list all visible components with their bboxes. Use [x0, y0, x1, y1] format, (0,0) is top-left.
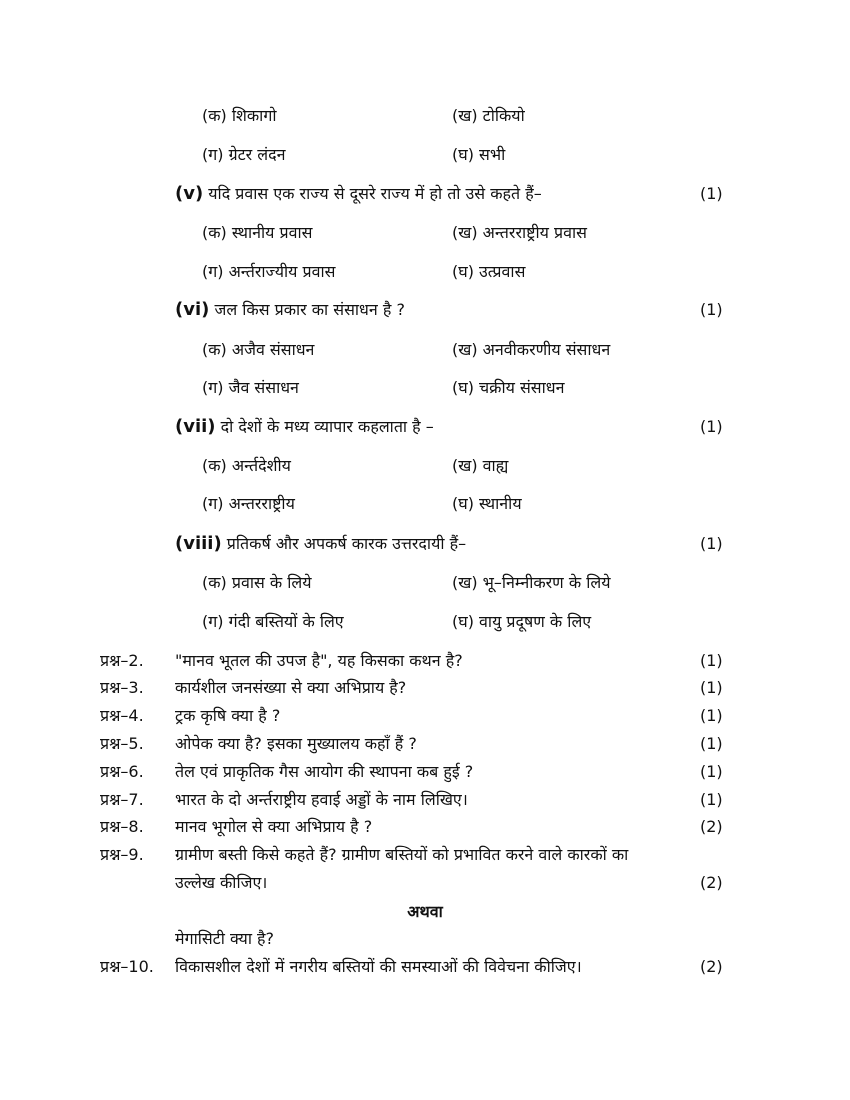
question-text: विकासशील देशों में नगरीय बस्तियों की समस्याओं की विवेचना कीजिए।: [175, 957, 582, 976]
option-ka: (क) अजैव संसाधन: [202, 340, 315, 359]
marks: (1): [700, 678, 723, 697]
question-text: तेल एवं प्राकृतिक गैस आयोग की स्थापना कब हुई ?: [175, 762, 474, 781]
question-label: प्रश्न–7.: [100, 790, 144, 809]
question-label: प्रश्न–8.: [100, 817, 144, 836]
marks: (2): [700, 817, 723, 836]
question-text: मानव भूगोल से क्या अभिप्राय है ?: [175, 817, 373, 836]
marks: (1): [700, 300, 723, 319]
marks: (2): [700, 957, 723, 976]
question-label: प्रश्न–10.: [100, 957, 154, 976]
question-text: प्रतिकर्ष और अपकर्ष कारक उत्तरदायी हैं–: [226, 534, 467, 553]
option-kha: (ख) अन्तरराष्ट्रीय प्रवास: [452, 223, 587, 242]
question-label: प्रश्न–9.: [100, 845, 144, 864]
marks: (1): [700, 417, 723, 436]
question-text: जल किस प्रकार का संसाधन है ?: [214, 300, 405, 319]
option-gha: (घ) उत्प्रवास: [452, 262, 526, 281]
marks: (1): [700, 762, 723, 781]
option-kha: (ख) अनवीकरणीय संसाधन: [452, 340, 611, 359]
marks: (1): [700, 734, 723, 753]
question-label: प्रश्न–2.: [100, 651, 144, 670]
question-label: प्रश्न–4.: [100, 706, 144, 725]
option-kha: (ख) वाह्य: [452, 456, 509, 475]
question-text: यदि प्रवास एक राज्य से दूसरे राज्य में हो तो उसे कहते हैं–: [208, 184, 542, 203]
marks: (1): [700, 534, 723, 553]
option-ga: (ग) ग्रेटर लंदन: [202, 145, 286, 164]
question-vii: [175, 417, 434, 437]
option-ga: (ग) अर्न्तराज्यीय प्रवास: [202, 262, 336, 281]
question-text-line2: उल्लेख कीजिए।: [175, 873, 268, 892]
question-text: ओपेक क्या है? इसका मुख्यालय कहाँ हैं ?: [175, 734, 417, 753]
option-ga: (ग) जैव संसाधन: [202, 378, 299, 397]
question-vi: [175, 300, 405, 320]
marks: (1): [700, 651, 723, 670]
option-ga: (ग) गंदी बस्तियों के लिए: [202, 612, 344, 631]
question-text: दो देशों के मध्य व्यापार कहलाता है –: [220, 417, 434, 436]
question-label: प्रश्न–3.: [100, 678, 144, 697]
marks: (2): [700, 873, 723, 892]
question-number: (vii): [175, 416, 216, 437]
option-ka: (क) प्रवास के लिये: [202, 573, 312, 592]
question-text: भारत के दो अर्न्तराष्ट्रीय हवाई अड्डों के नाम लिखिए।: [175, 790, 468, 809]
question-text: "मानव भूतल की उपज है", यह किसका कथन है?: [175, 651, 463, 670]
option-ga: (ग) अन्तरराष्ट्रीय: [202, 494, 295, 513]
option-gha: (घ) चक्रीय संसाधन: [452, 378, 565, 397]
option-kha: (ख) भू–निम्नीकरण के लिये: [452, 573, 611, 592]
question-label: प्रश्न–6.: [100, 762, 144, 781]
question-text: ट्रक कृषि क्या है ?: [175, 706, 281, 725]
option-gha: (घ) वायु प्रदूषण के लिए: [452, 612, 592, 631]
question-label: प्रश्न–5.: [100, 734, 144, 753]
question-number: (viii): [175, 533, 222, 554]
alternate-question: मेगासिटी क्या है?: [175, 929, 275, 948]
marks: (1): [700, 184, 723, 203]
marks: (1): [700, 706, 723, 725]
question-v: [175, 184, 542, 204]
question-number: (v): [175, 183, 204, 204]
question-viii: [175, 534, 466, 554]
question-text: कार्यशील जनसंख्या से क्या अभिप्राय है?: [175, 678, 407, 697]
option-gha: (घ) स्थानीय: [452, 494, 522, 513]
question-number: (vi): [175, 299, 210, 320]
question-text-line1: ग्रामीण बस्ती किसे कहते हैं? ग्रामीण बस्तियों को प्रभावित करने वाले कारकों का: [175, 845, 629, 864]
option-ka: (क) स्थानीय प्रवास: [202, 223, 313, 242]
marks: (1): [700, 790, 723, 809]
option-kha: (ख) टोकियो: [452, 106, 525, 125]
option-ka: (क) शिकागो: [202, 106, 277, 125]
option-ka: (क) अर्न्तदेशीय: [202, 456, 291, 475]
or-heading: अथवा: [407, 902, 443, 921]
option-gha: (घ) सभी: [452, 145, 506, 164]
